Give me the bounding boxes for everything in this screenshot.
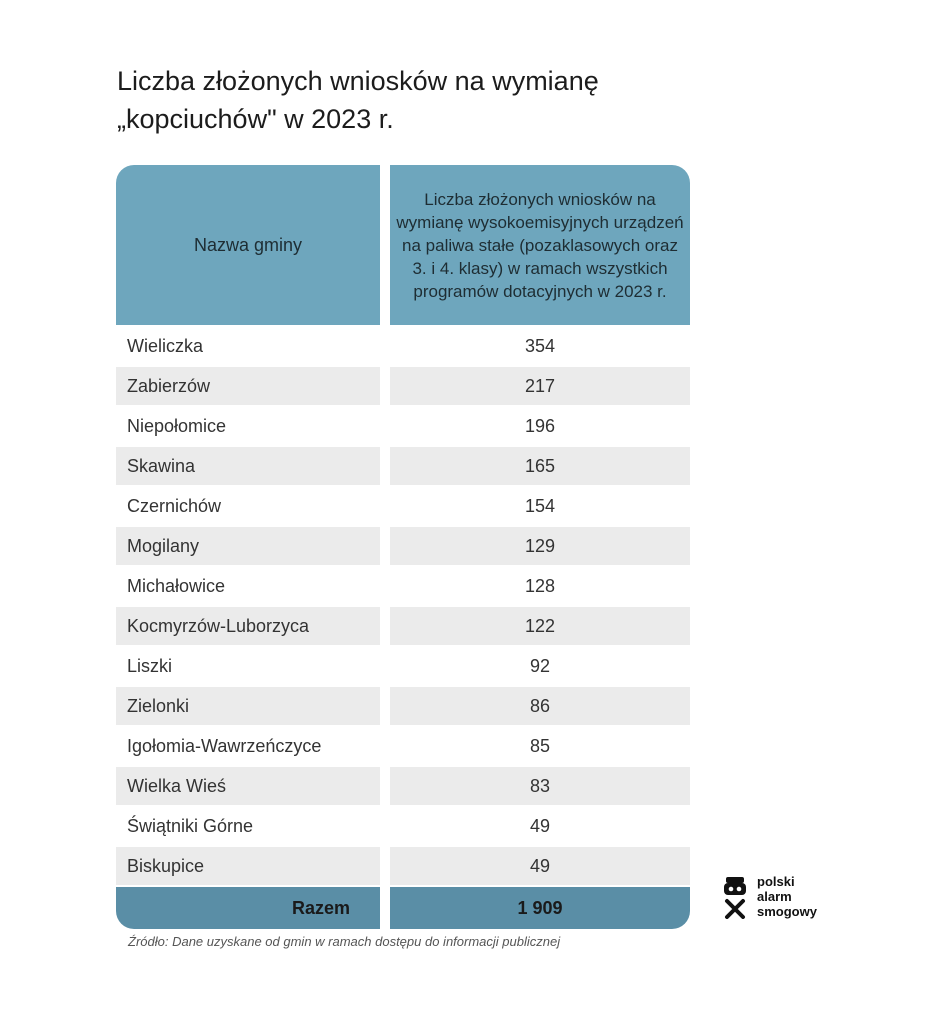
total-value: 1 909 [390,887,690,929]
gmina-name: Zielonki [116,687,380,725]
application-count: 354 [390,327,690,365]
logo-line-2: alarm [757,889,792,904]
application-count: 49 [390,807,690,845]
page-title: Liczba złożonych wniosków na wymianę „kopciuchów" w 2023 r. [117,66,599,134]
application-count: 86 [390,687,690,725]
application-count: 49 [390,847,690,885]
table-row [116,807,690,845]
application-count: 129 [390,527,690,565]
gmina-name: Świątniki Górne [116,807,380,845]
gmina-name: Mogilany [116,527,380,565]
table-row [116,527,690,565]
brand-logo [723,874,817,919]
table-header [116,165,690,325]
gas-mask-icon [723,875,747,919]
gmina-name: Skawina [116,447,380,485]
total-label: Razem [116,887,380,929]
application-count: 85 [390,727,690,765]
table-row [116,327,690,365]
table-row [116,407,690,445]
gmina-name: Niepołomice [116,407,380,445]
data-table [116,165,690,929]
table-row [116,727,690,765]
gmina-name: Biskupice [116,847,380,885]
application-count: 196 [390,407,690,445]
application-count: 217 [390,367,690,405]
table-row [116,367,690,405]
table-body [116,327,690,885]
table-row [116,487,690,525]
gmina-name: Kocmyrzów-Luborzyca [116,607,380,645]
gmina-name: Wielka Wieś [116,767,380,805]
total-row [116,887,690,929]
gmina-name: Zabierzów [116,367,380,405]
application-count: 92 [390,647,690,685]
gmina-name: Czernichów [116,487,380,525]
table-row [116,567,690,605]
header-gmina: Nazwa gminy [116,165,380,325]
table-row [116,767,690,805]
application-count: 165 [390,447,690,485]
source-note: Źródło: Dane uzyskane od gmin w ramach dostępu do informacji publicznej [128,934,561,949]
gmina-name: Michałowice [116,567,380,605]
table-row [116,647,690,685]
gmina-name: Wieliczka [116,327,380,365]
application-count: 128 [390,567,690,605]
table-row [116,607,690,645]
logo-text [757,874,817,919]
application-count: 154 [390,487,690,525]
logo-line-3: smogowy [757,904,817,919]
logo-line-1: polski [757,874,795,889]
application-count: 122 [390,607,690,645]
table-row [116,847,690,885]
table-row [116,687,690,725]
gmina-name: Igołomia-Wawrzeńczyce [116,727,380,765]
header-count: Liczba złożonych wniosków na wymianę wysokoemisyjnych urządzeń na paliwa stałe (pozaklasowych oraz 3. i 4. klasy) w ramach wszystkich programów dotacyjnych w 2023 r. [390,165,690,325]
table-row [116,447,690,485]
application-count: 83 [390,767,690,805]
gmina-name: Liszki [116,647,380,685]
